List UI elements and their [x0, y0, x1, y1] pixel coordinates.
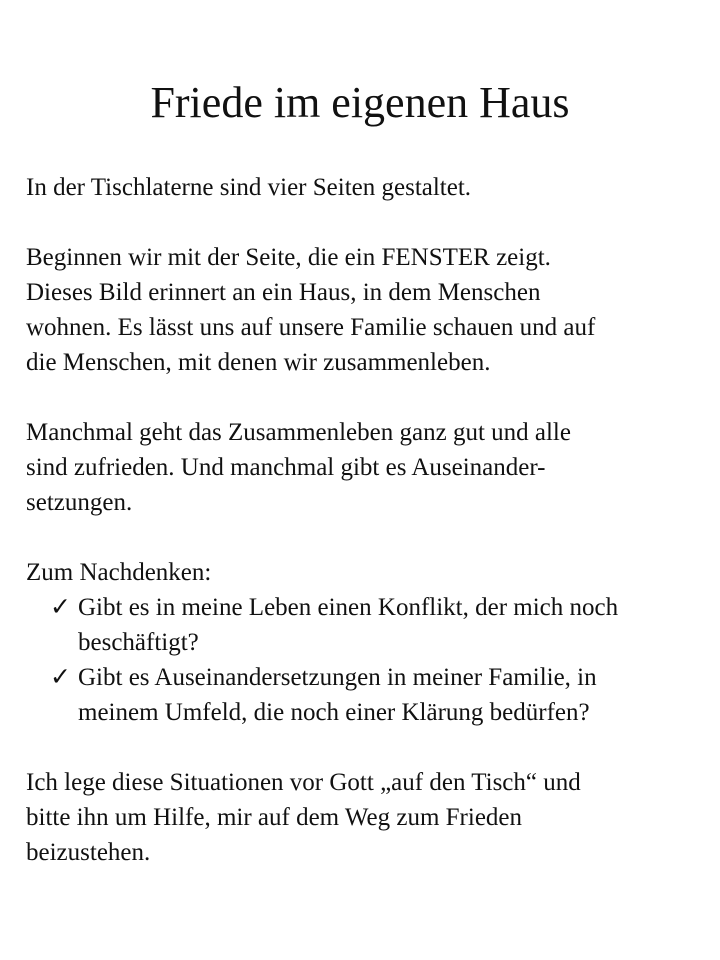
document-body [26, 170, 706, 905]
text-line: Beginnen wir mit der Seite, die ein FENSTER zeigt. [26, 244, 551, 271]
reflection-section [26, 555, 706, 730]
text-line: In der Tischlaterne sind vier Seiten gestaltet. [26, 174, 472, 201]
text-line: Ich lege diese Situationen vor Gott „auf den Tisch“ und [26, 769, 581, 796]
text-line: meinem Umfeld, die noch einer Klärung bedürfen? [78, 699, 590, 726]
paragraph-window [26, 240, 706, 380]
checkmark-icon: ✓ [50, 594, 71, 621]
paragraph-prayer [26, 765, 706, 870]
checklist-item [26, 590, 706, 660]
text-line: beschäftigt? [78, 629, 199, 656]
text-line: sind zufrieden. Und manchmal gibt es Auseinander- [26, 454, 546, 481]
reflection-checklist [26, 590, 706, 730]
text-line: bitte ihn um Hilfe, mir auf dem Weg zum Frieden [26, 804, 523, 831]
checklist-item [26, 660, 706, 730]
reflection-heading: Zum Nachdenken: [26, 559, 212, 586]
text-line: Dieses Bild erinnert an ein Haus, in dem Menschen [26, 279, 541, 306]
text-line: beizustehen. [26, 839, 151, 866]
text-line: Gibt es Auseinandersetzungen in meiner Familie, in [78, 664, 597, 691]
text-line: Gibt es in meine Leben einen Konflikt, der mich noch [78, 594, 619, 621]
checkmark-icon: ✓ [50, 664, 71, 691]
paragraph-intro [26, 170, 706, 205]
text-line: wohnen. Es lässt uns auf unsere Familie schauen und auf [26, 314, 596, 341]
paragraph-living-together [26, 415, 706, 520]
text-line: die Menschen, mit denen wir zusammenleben. [26, 349, 491, 376]
text-line: setzungen. [26, 489, 133, 516]
text-line: Manchmal geht das Zusammenleben ganz gut und alle [26, 419, 571, 446]
page-title: Friede im eigenen Haus [150, 78, 570, 127]
